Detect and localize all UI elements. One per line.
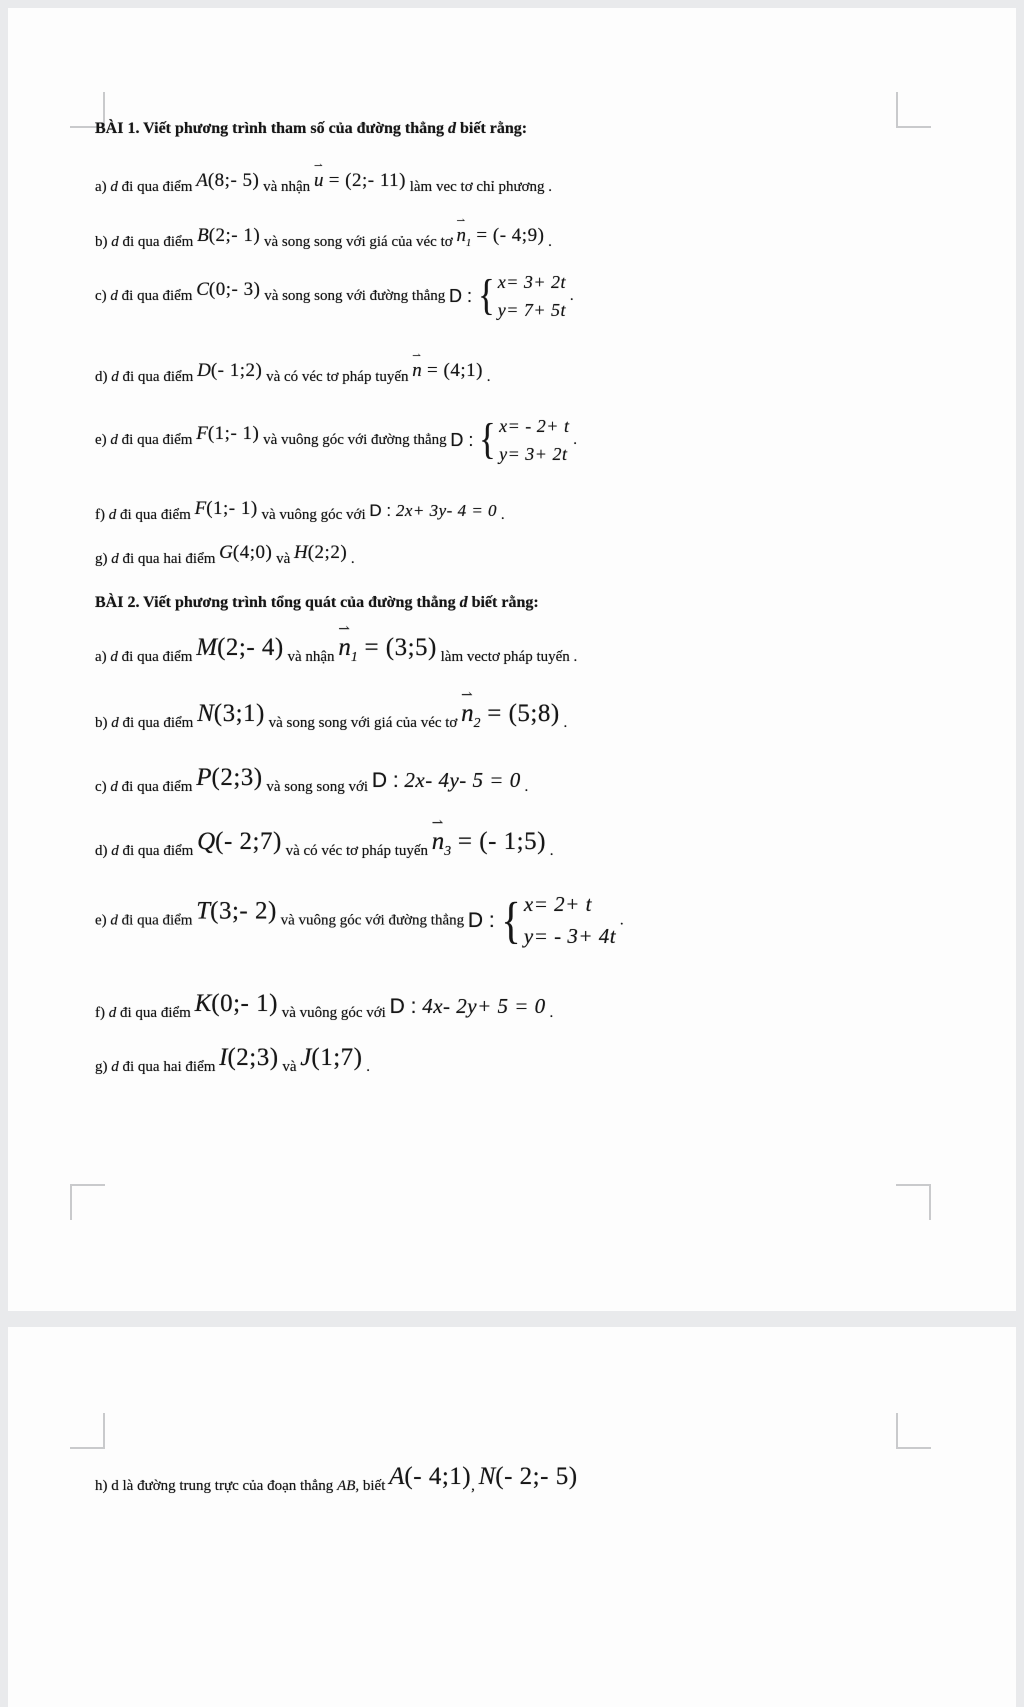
item-label: d) bbox=[95, 369, 112, 385]
item-label: f) bbox=[95, 507, 109, 523]
item-1g bbox=[95, 540, 980, 570]
crop-mark-top-right bbox=[896, 1413, 931, 1449]
item-text: . bbox=[545, 1005, 554, 1021]
vector: ⇀ $n_1$ = (3;5) bbox=[338, 621, 437, 664]
item-text: và nhận bbox=[259, 179, 314, 195]
item-text: . bbox=[482, 369, 491, 385]
equation-system: D : { x= 2+ t y= - 3+ 4t bbox=[467, 892, 617, 949]
item-text: làm vectơ pháp tuyến . bbox=[436, 649, 578, 665]
item-text: . bbox=[362, 1059, 370, 1075]
item-text: . bbox=[545, 843, 554, 859]
line-d-symbol: d bbox=[111, 551, 119, 567]
heading-bai2 bbox=[95, 592, 980, 614]
item-2g bbox=[95, 1040, 980, 1078]
item-2a bbox=[95, 621, 980, 668]
point: F(1;- 1) bbox=[194, 498, 258, 519]
item-label: h) d bbox=[95, 1478, 123, 1494]
line-d-symbol: d bbox=[110, 179, 118, 195]
item-label: a) bbox=[95, 649, 111, 665]
point: M(2;- 4) bbox=[196, 634, 284, 661]
equation-system: D : { x= - 2+ t y= 3+ 2t bbox=[450, 416, 570, 465]
item-text: đi qua hai điểm bbox=[118, 1059, 220, 1075]
line-d-symbol: d bbox=[448, 120, 456, 137]
point: F(1;- 1) bbox=[196, 423, 260, 445]
heading-text: biết rằng: bbox=[467, 594, 539, 611]
point: A(- 4;1) bbox=[389, 1463, 472, 1490]
system-brace: { bbox=[479, 416, 497, 464]
crop-mark-bottom-left bbox=[70, 1184, 105, 1220]
item-text: và vuông góc với đường thẳng bbox=[259, 432, 451, 449]
line-d-symbol: d bbox=[111, 715, 119, 731]
item-text: và có véc tơ pháp tuyến bbox=[262, 369, 413, 385]
crop-mark-bottom-right bbox=[896, 1184, 931, 1220]
line-d-symbol: d bbox=[110, 288, 118, 305]
line-d-symbol: d bbox=[110, 649, 118, 665]
heading-text: BÀI 1. Viết phương trình tham số của đường thẳng bbox=[95, 120, 448, 137]
vector-arrow-icon: ⇀ bbox=[313, 161, 323, 173]
crop-mark-top-left bbox=[70, 1413, 105, 1449]
point: P(2;3) bbox=[196, 764, 263, 791]
item-text: và bbox=[278, 1059, 301, 1075]
equation: D : 2x- 4y- 5 = 0 bbox=[371, 768, 521, 792]
item-2e bbox=[95, 890, 980, 952]
system-brace: { bbox=[478, 272, 495, 320]
line-d-symbol: d bbox=[108, 507, 117, 523]
line-d-symbol: d bbox=[110, 432, 118, 449]
item-label: f) bbox=[95, 1005, 109, 1021]
item-label: c) bbox=[95, 779, 111, 795]
item-label: e) bbox=[95, 912, 111, 929]
line-d-symbol: d bbox=[110, 779, 118, 795]
vector-arrow-icon: ⇀ bbox=[431, 815, 444, 831]
line-d-symbol: d bbox=[108, 1005, 117, 1021]
item-text: đi qua điểm bbox=[118, 369, 198, 385]
heading-bai1 bbox=[95, 118, 980, 140]
item-label: b) bbox=[95, 715, 112, 731]
item-label: b) bbox=[95, 234, 112, 250]
item-text: . bbox=[569, 432, 577, 449]
vector: ⇀ $n_1$ = (- 4;9) bbox=[456, 216, 545, 249]
vector-arrow-icon: ⇀ bbox=[412, 351, 422, 363]
line-d-symbol: d bbox=[111, 234, 119, 250]
item-text: đi qua điểm bbox=[117, 179, 197, 195]
item-text: , bbox=[471, 1478, 479, 1494]
item-text: đi qua điểm bbox=[117, 912, 197, 929]
item-text: . bbox=[559, 715, 568, 731]
item-text: đi qua điểm bbox=[118, 843, 198, 859]
point: A(8;- 5) bbox=[196, 170, 260, 191]
page-2 bbox=[8, 1327, 1016, 1707]
item-2c bbox=[95, 760, 980, 798]
item-text: và có véc tơ pháp tuyến bbox=[281, 843, 432, 859]
item-text: và song song với đường thẳng bbox=[260, 288, 450, 305]
item-label: g) bbox=[95, 551, 112, 567]
point: G(4;0) bbox=[219, 542, 273, 563]
equation-system: D : { x= 3+ 2t y= 7+ 5t bbox=[449, 272, 567, 321]
item-text: và vuông góc với bbox=[257, 507, 370, 523]
item-text: . bbox=[566, 288, 574, 305]
segment-name: AB, bbox=[337, 1478, 360, 1494]
point: D(- 1;2) bbox=[197, 360, 263, 381]
item-text: và song song với giá của véc tơ bbox=[264, 715, 462, 731]
item-2f bbox=[95, 986, 980, 1024]
item-text: và song song với giá của véc tơ bbox=[260, 234, 457, 250]
item-text: và song song với bbox=[262, 779, 372, 795]
item-1f bbox=[95, 496, 980, 526]
point: N(- 2;- 5) bbox=[478, 1463, 578, 1490]
vector: ⇀ $n_3$ = (- 1;5) bbox=[431, 815, 546, 858]
item-text: đi qua điểm bbox=[117, 288, 197, 305]
page-1 bbox=[8, 8, 1016, 1311]
item-label: e) bbox=[95, 432, 111, 449]
item-text: đi qua điểm bbox=[118, 715, 198, 731]
item-text: là đường trung trực của đoạn thẳng bbox=[122, 1478, 338, 1494]
heading-text: BÀI 2. Viết phương trình tổng quát của đường thẳng bbox=[95, 594, 460, 611]
point: N(3;1) bbox=[197, 700, 265, 727]
line-d-symbol: d bbox=[110, 912, 118, 929]
item-text: biết bbox=[359, 1478, 390, 1494]
line-d-symbol: d bbox=[111, 369, 119, 385]
item-label: d) bbox=[95, 843, 112, 859]
line-d-symbol: d bbox=[111, 843, 119, 859]
item-text: . bbox=[520, 779, 529, 795]
item-text: đi qua điểm bbox=[116, 507, 195, 523]
item-text: và vuông góc với bbox=[277, 1005, 390, 1021]
item-label: g) bbox=[95, 1059, 112, 1075]
point: I(2;3) bbox=[219, 1044, 279, 1071]
system-brace: { bbox=[501, 892, 521, 949]
vector-arrow-icon: ⇀ bbox=[338, 621, 350, 637]
item-2b bbox=[95, 687, 980, 734]
vector: ⇀ u = (2;- 11) bbox=[313, 161, 406, 191]
item-text: và bbox=[272, 551, 294, 567]
item-1e bbox=[95, 414, 980, 467]
line-d-symbol: d bbox=[111, 1059, 119, 1075]
item-text: đi qua điểm bbox=[117, 432, 197, 449]
item-1b bbox=[95, 216, 980, 253]
item-2d bbox=[95, 815, 980, 862]
item-text: và vuông góc với đường thẳng bbox=[276, 912, 468, 929]
item-text: . bbox=[347, 551, 355, 567]
item-h bbox=[95, 1459, 980, 1497]
item-label: a) bbox=[95, 179, 111, 195]
equation: D : 4x- 2y+ 5 = 0 bbox=[389, 994, 546, 1018]
point: H(2;2) bbox=[294, 542, 348, 563]
vector-arrow-icon: ⇀ bbox=[456, 216, 466, 228]
point: B(2;- 1) bbox=[197, 225, 261, 246]
item-text: và nhận bbox=[283, 649, 339, 665]
item-1d bbox=[95, 351, 980, 388]
item-1a bbox=[95, 161, 980, 198]
point: Q(- 2;7) bbox=[197, 828, 282, 855]
point: C(0;- 3) bbox=[196, 279, 261, 301]
item-text: . bbox=[497, 507, 505, 523]
point: K(0;- 1) bbox=[194, 990, 278, 1017]
equation: D : 2x+ 3y- 4 = 0 bbox=[369, 501, 498, 520]
item-text: . bbox=[544, 234, 552, 250]
vector-arrow-icon: ⇀ bbox=[461, 687, 473, 703]
item-1c bbox=[95, 270, 980, 323]
item-text: đi qua điểm bbox=[118, 234, 198, 250]
vector: ⇀ $n_2$ = (5;8) bbox=[461, 687, 560, 730]
heading-text: biết rằng: bbox=[456, 120, 528, 137]
item-text: đi qua điểm bbox=[117, 649, 197, 665]
line-d-symbol: d bbox=[459, 594, 468, 611]
item-text: đi qua hai điểm bbox=[118, 551, 220, 567]
item-text: làm vec tơ chỉ phương . bbox=[405, 179, 553, 195]
item-text: đi qua điểm bbox=[116, 1005, 195, 1021]
point: T(3;- 2) bbox=[196, 897, 277, 925]
item-text: . bbox=[616, 912, 624, 929]
vector: ⇀ n = (4;1) bbox=[412, 351, 483, 381]
item-label: c) bbox=[95, 288, 111, 305]
item-text: đi qua điểm bbox=[117, 779, 197, 795]
point: J(1;7) bbox=[300, 1044, 363, 1071]
